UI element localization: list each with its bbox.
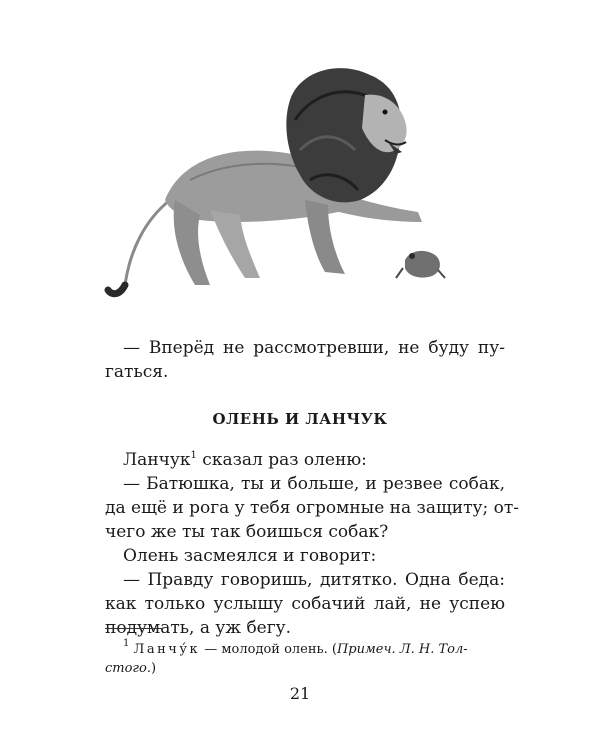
footnote-definition: — молодой олень. (: [200, 642, 337, 657]
text-line: Олень засмеялся и говорит:: [123, 546, 377, 566]
text-line: [105, 448, 505, 472]
text-line: — Батюшка, ты и больше, и резвее собак,: [123, 474, 505, 494]
story-text: [105, 448, 520, 640]
first-word: Ланчук: [123, 450, 191, 470]
footnote-divider: [105, 628, 163, 629]
lion-and-frog-illustration: [100, 50, 460, 310]
text-line: как только услышу собачий лай, не успею: [105, 594, 505, 614]
text-line: — Правду говоришь, дитятко. Одна беда:: [123, 570, 505, 590]
footnote-term: Ланчу́к: [133, 642, 201, 657]
text-line: — Вперёд не рассмотревши, не буду пу-: [123, 338, 505, 358]
footnote-number: 1: [123, 638, 130, 649]
footnote: [105, 640, 505, 678]
page-number: 21: [289, 684, 311, 703]
text-line: чего же ты так боишься собак?: [105, 522, 389, 542]
footnote-line: [105, 640, 505, 659]
footnote-note-end: стого.: [105, 661, 151, 676]
footnote-marker: 1: [190, 450, 197, 461]
first-line-rest: сказал раз оленю:: [196, 450, 367, 470]
continuation-paragraph: [105, 336, 505, 384]
footnote-line: [105, 659, 505, 678]
story-title: ОЛЕНЬ И ЛАНЧУК: [212, 410, 388, 428]
text-line: подумать, а уж бегу.: [105, 618, 292, 638]
footnote-close: ): [150, 661, 157, 676]
text-line: гаться.: [105, 362, 169, 382]
footnote-note: Примеч. Л. Н. Тол-: [336, 642, 468, 657]
text-line: да ещё и рога у тебя огромные на защиту; от-: [105, 498, 520, 518]
